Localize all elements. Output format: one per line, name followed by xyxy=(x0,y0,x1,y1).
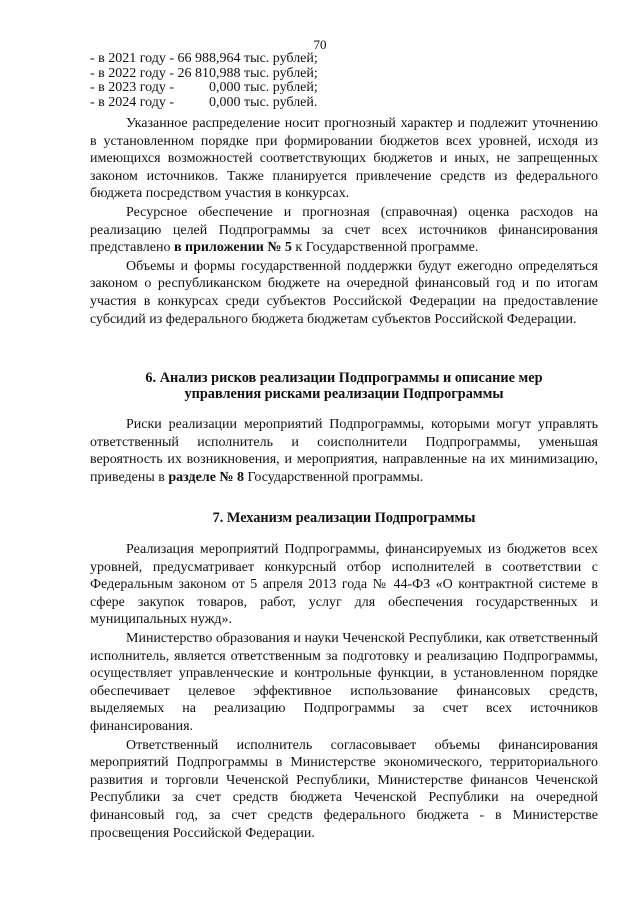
risks-section xyxy=(90,416,598,487)
mechanism-section xyxy=(90,541,598,843)
procurement-paragraph: Реализация мероприятий Подпрограммы, финансируемых из бюджетов всех уровней, предусматривает конкурсный отбор исполнителей в соответствии с Федеральным законом от 5 апреля 2013 года № 44-ФЗ «О контрактной системе в сфере закупок товаров, работ, услуг для обеспечения государственных и муниципальных нужд». xyxy=(90,542,598,628)
funding-paragraphs xyxy=(90,115,598,329)
section-7-heading: 7. Механизм реализации Подпрограммы xyxy=(212,510,476,526)
funding-item-2024: - в 2024 году - 0,000 тыс. рублей. xyxy=(90,94,318,110)
resource-paragraph xyxy=(90,204,598,257)
funding-item-2021: - в 2021 году - 66 988,964 тыс. рублей; xyxy=(90,51,318,66)
funding-item-2022: - в 2022 году - 26 810,988 тыс. рублей; xyxy=(90,65,318,81)
risks-paragraph xyxy=(90,416,598,486)
support-paragraph: Объемы и формы государственной поддержки будут ежегодно определяться законом о республиканском бюджете на очередной финансовый год и по итогам участия в конкурсах среди субъектов Российской Федерации на предоставление субсидий из федерального бюджета бюджетам субъектов Российской Федерации. xyxy=(90,258,598,327)
funding-list xyxy=(90,52,560,110)
page-number: 70 xyxy=(313,37,327,52)
section-6-title-line-1: 6. Анализ рисков реализации Подпрограммы и описание мер xyxy=(145,370,543,386)
resource-text: Ресурсное обеспечение и прогнозная (справочная) оценка расходов на реализацию целей Подпрограммы за счет всех источников финансирования представлено xyxy=(90,204,598,256)
resource-text-end: к Государственной программе. xyxy=(291,240,479,256)
appendix-reference: в приложении № 5 xyxy=(173,240,292,256)
funding-item-2023: - в 2023 году - 0,000 тыс. рублей; xyxy=(90,80,318,96)
risks-text-end: Государственной программы. xyxy=(243,469,424,485)
section-6-title-line-2: управления рисками реализации Подпрограммы xyxy=(184,386,504,402)
coordination-paragraph: Ответственный исполнитель согласовывает объемы финансирования мероприятий Подпрограммы в Министерстве экономического, территориального развития и торговли Чеченской Республики, Министерстве финансов Чеченской Республики за счет средств бюджета Чеченской Республики на очередной финансовый год, за счет средств федерального бюджета - в Министерстве просвещения Российской Федерации. xyxy=(90,737,598,841)
section-6-heading xyxy=(90,370,598,402)
risks-text: Риски реализации мероприятий Подпрограммы, которыми могут управлять ответственный исполнитель и соисполнители Подпрограммы, уменьшая вероятность их возникновения, и мероприятия, направленные на их минимизацию, приведены в xyxy=(90,417,598,485)
ministry-paragraph: Министерство образования и науки Чеченской Республики, как ответственный исполнитель, является ответственным за подготовку и реализацию Подпрограммы, осуществляет управленческие и контрольные функции, в установленном порядке обеспечивает целевое эффективное использование финансовых средств, выделяемых на реализацию Подпрограммы за счет всех источников финансирования. xyxy=(90,630,598,734)
distribution-paragraph: Указанное распределение носит прогнозный характер и подлежит уточнению в установленном порядке при формировании бюджетов всех уровней, исходя из имеющихся возможностей соответствующих бюджетов и иных, не запрещенных законом источников. Также планируется привлечение средств из федерального бюджета посредством участия в конкурсах. xyxy=(90,116,598,202)
section-reference: разделе № 8 xyxy=(168,469,244,485)
